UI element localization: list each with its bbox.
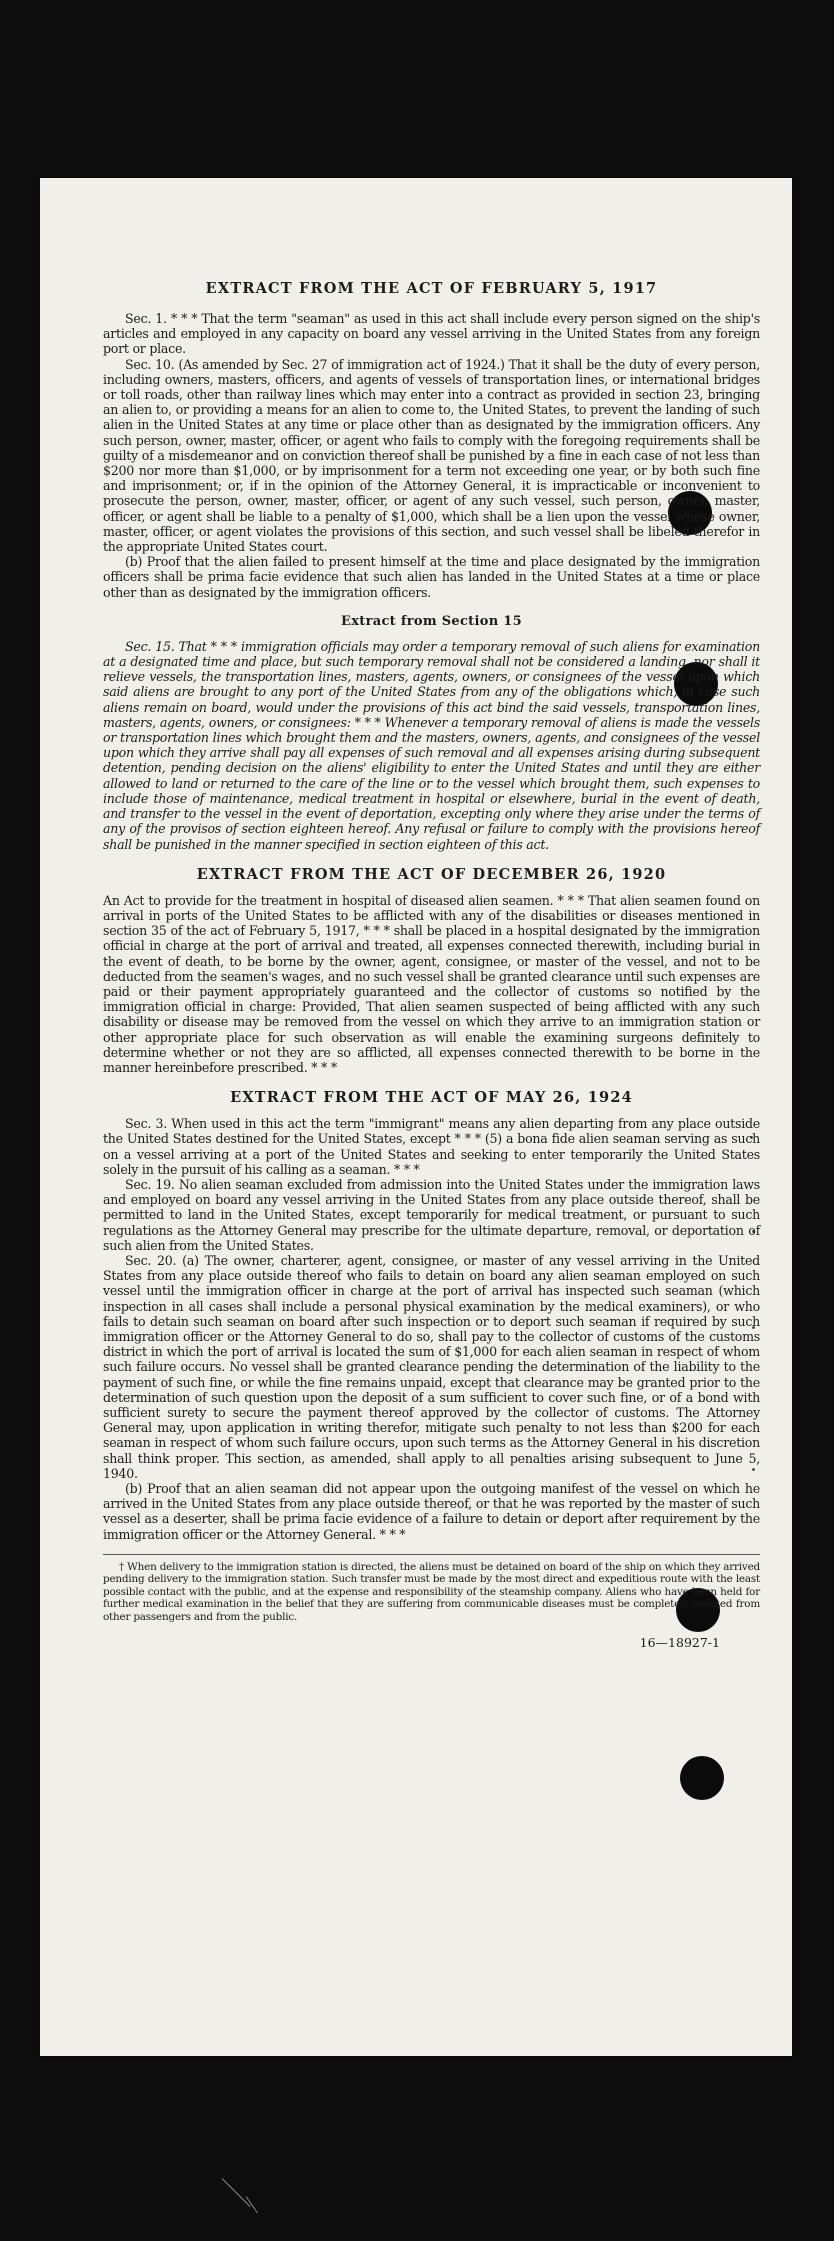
paragraph: (b) Proof that an alien seaman did not appear upon the outgoing manifest of the vessel on which he arrived in the United States from any place outside thereof, or that he was reported by the master of such vessel as a deserter, shall be prima facie evidence of a failure to detain or deport after requirement by the immigration officer or the Attorney General. * * *: [103, 1481, 760, 1542]
footnote: † When delivery to the immigration station is directed, the aliens must be detained on board of the ship on which they arrived pending delivery to the immigration station. Such transfer must be made by the most direct and expeditious route with the least possible contact with the public, and at the expense and responsibility of the steamship company. Aliens who have been held for further medical examination in the belief that they are suffering from communicable diseases must be completely isolated from other passengers and from the public.: [103, 1560, 760, 1623]
paragraph: An Act to provide for the treatment in hospital of diseased alien seamen. * * * That alien seamen found on arrival in ports of the United States to be afflicted with any of the disabilities or diseases mentioned in section 35 of the act of February 5, 1917, * * * shall be placed in a hospital designated by the immigration official in charge at the port of arrival and treated, all expenses connected therewith, including burial in the event of death, to be borne by the owner, agent, consignee, or master of the vessel, and not to be deducted from the seamen's wages, and no such vessel shall be granted clearance until such expenses are paid or their payment appropriately guaranteed and the collector of customs so notified by the immigration official in charge: Provided, That alien seamen suspected of being afflicted with any such disability or disease may be removed from the vessel on which they arrive to an immigration station or other appropriate place for such observation as will enable the examining surgeons definitely to determine whether or not they are so afflicted, all expenses connected therewith to be borne in the manner hereinbefore prescribed. * * *: [103, 892, 760, 1075]
paragraph: Sec. 10. (As amended by Sec. 27 of immigration act of 1924.) That it shall be the duty of every person, including owners, masters, officers, and agents of vessels of transportation lines, or international bridges or toll roads, other than railway lines which may enter into a contract as provided in section 23, bringing an alien to, or providing a means for an alien to come to, the United States, to prevent the landing of such alien in the United States at any time or place other than as designated by the immigration officers. Any such person, owner, master, officer, or agent who fails to comply with the foregoing requirements shall be guilty of a misdemeanor and on conviction thereof shall be punished by a fine in each case of not less than $200 nor more than $1,000, or by imprisonment for a term not exceeding one year, or by both such fine and imprisonment; or, if in the opinion of the Attorney General, it is impracticable or inconvenient to prosecute the person, owner, master, officer, or agent of any such vessel, such person, owner, master, officer, or agent shall be liable to a penalty of $1,000, which shall be a lien upon the vessel whose owner, master, officer, or agent violates the provisions of this section, and such vessel shall be libeled therefor in the appropriate United States court.: [103, 356, 760, 555]
section-subheading: Extract from Section 15: [341, 613, 522, 629]
paragraph: (b) Proof that the alien failed to present himself at the time and place designated by the immigration officers shall be prima facie evidence that such alien has landed in the United States at a time or place other than as designated by the immigration officers.: [103, 554, 760, 600]
paragraph: Sec. 3. When used in this act the term "immigrant" means any alien departing from any place outside the United States destined for the United States, except * * * (5) a bona fide alien seaman serving as such on a vessel arriving at a port of the United States and seeking to enter temporarily the United States solely in the pursuit of his calling as a seaman. * * *: [103, 1116, 760, 1177]
section-heading: EXTRACT FROM THE ACT OF FEBRUARY 5, 1917: [205, 280, 658, 297]
paragraph: Sec. 1. * * * That the term "seaman" as used in this act shall include every person signed on the ship's articles and employed in any capacity on board any vessel arriving in the United States from any foreign port or place.: [103, 311, 760, 357]
document-page: [40, 178, 792, 2056]
section-heading: EXTRACT FROM THE ACT OF DECEMBER 26, 1920: [196, 865, 667, 883]
form-number: 16—18927-1: [639, 1635, 720, 1651]
paragraph: Sec. 19. No alien seaman excluded from admission into the United States under the immigration laws and employed on board any vessel arriving in the United States from any place outside thereof, shall be permitted to land in the United States, except temporarily for medical treatment, or pursuant to such regulations as the Attorney General may prescribe for the ultimate departure, removal, or deportation of such alien from the United States.: [103, 1176, 760, 1253]
paragraph: Sec. 15. That * * * immigration officials may order a temporary removal of such aliens for examination at a designated time and place, but such temporary removal shall not be considered a landing, nor shall it relieve vessels, the transportation lines, masters, agents, owners, or consignees of the vessel upon which said aliens are brought to any port of the United States from any of the obligations which, in case such aliens remain on board, would under the provisions of this act bind the said vessels, transportation lines, masters, agents, owners, or consignees: * * * Whenever a temporary removal of aliens is made the vessels or transportation lines which brought them and the masters, owners, agents, and consignees of the vessel upon which they arrive shall pay all expenses of such removal and all expenses arising during subsequent detention, pending decision on the aliens' eligibility to enter the United States and until they are either allowed to land or returned to the care of the line or to the vessel which brought them, such expenses to include those of maintenance, medical treatment in hospital or elsewhere, burial in the event of death, and transfer to the vessel in the event of deportation, excepting only where they arise under the terms of any of the provisos of section eighteen hereof. Any refusal or failure to comply with the provisions hereof shall be punished in the manner specified in section eighteen of this act.: [103, 638, 760, 852]
document-content: [103, 280, 760, 1650]
scratch-mark: [222, 2178, 251, 2207]
punch-hole: [680, 1756, 724, 1800]
section-heading: EXTRACT FROM THE ACT OF MAY 26, 1924: [230, 1089, 633, 1107]
paragraph: Sec. 20. (a) The owner, charterer, agent, consignee, or master of any vessel arriving in the United States from any place outside thereof who fails to detain on board any alien seaman employed on such vessel until the immigration officer in charge at the port of arrival has inspected such seaman (which inspection in all cases shall include a personal physical examination by the medical examiners), or who fails to detain such seaman on board after such inspection or to deport such seaman if required by such immigration officer or the Attorney General to do so, shall pay to the collector of customs of the customs district in which the port of arrival is located the sum of $1,000 for each alien seaman in respect of whom such failure occurs. No vessel shall be granted clearance pending the determination of the liability to the payment of such fine, or while the fine remains unpaid, except that clearance may be granted prior to the determination of such question upon the deposit of a sum sufficient to cover such fine, or of a bond with sufficient surety to secure the payment thereof approved by the collector of customs. The Attorney General may, upon application in writing therefor, mitigate such penalty to not less than $200 for each seaman in respect of whom such failure occurs, upon such terms as the Attorney General in his discretion shall think proper. This section, as amended, shall apply to all penalties arising subsequent to June 5, 1940.: [103, 1252, 760, 1481]
